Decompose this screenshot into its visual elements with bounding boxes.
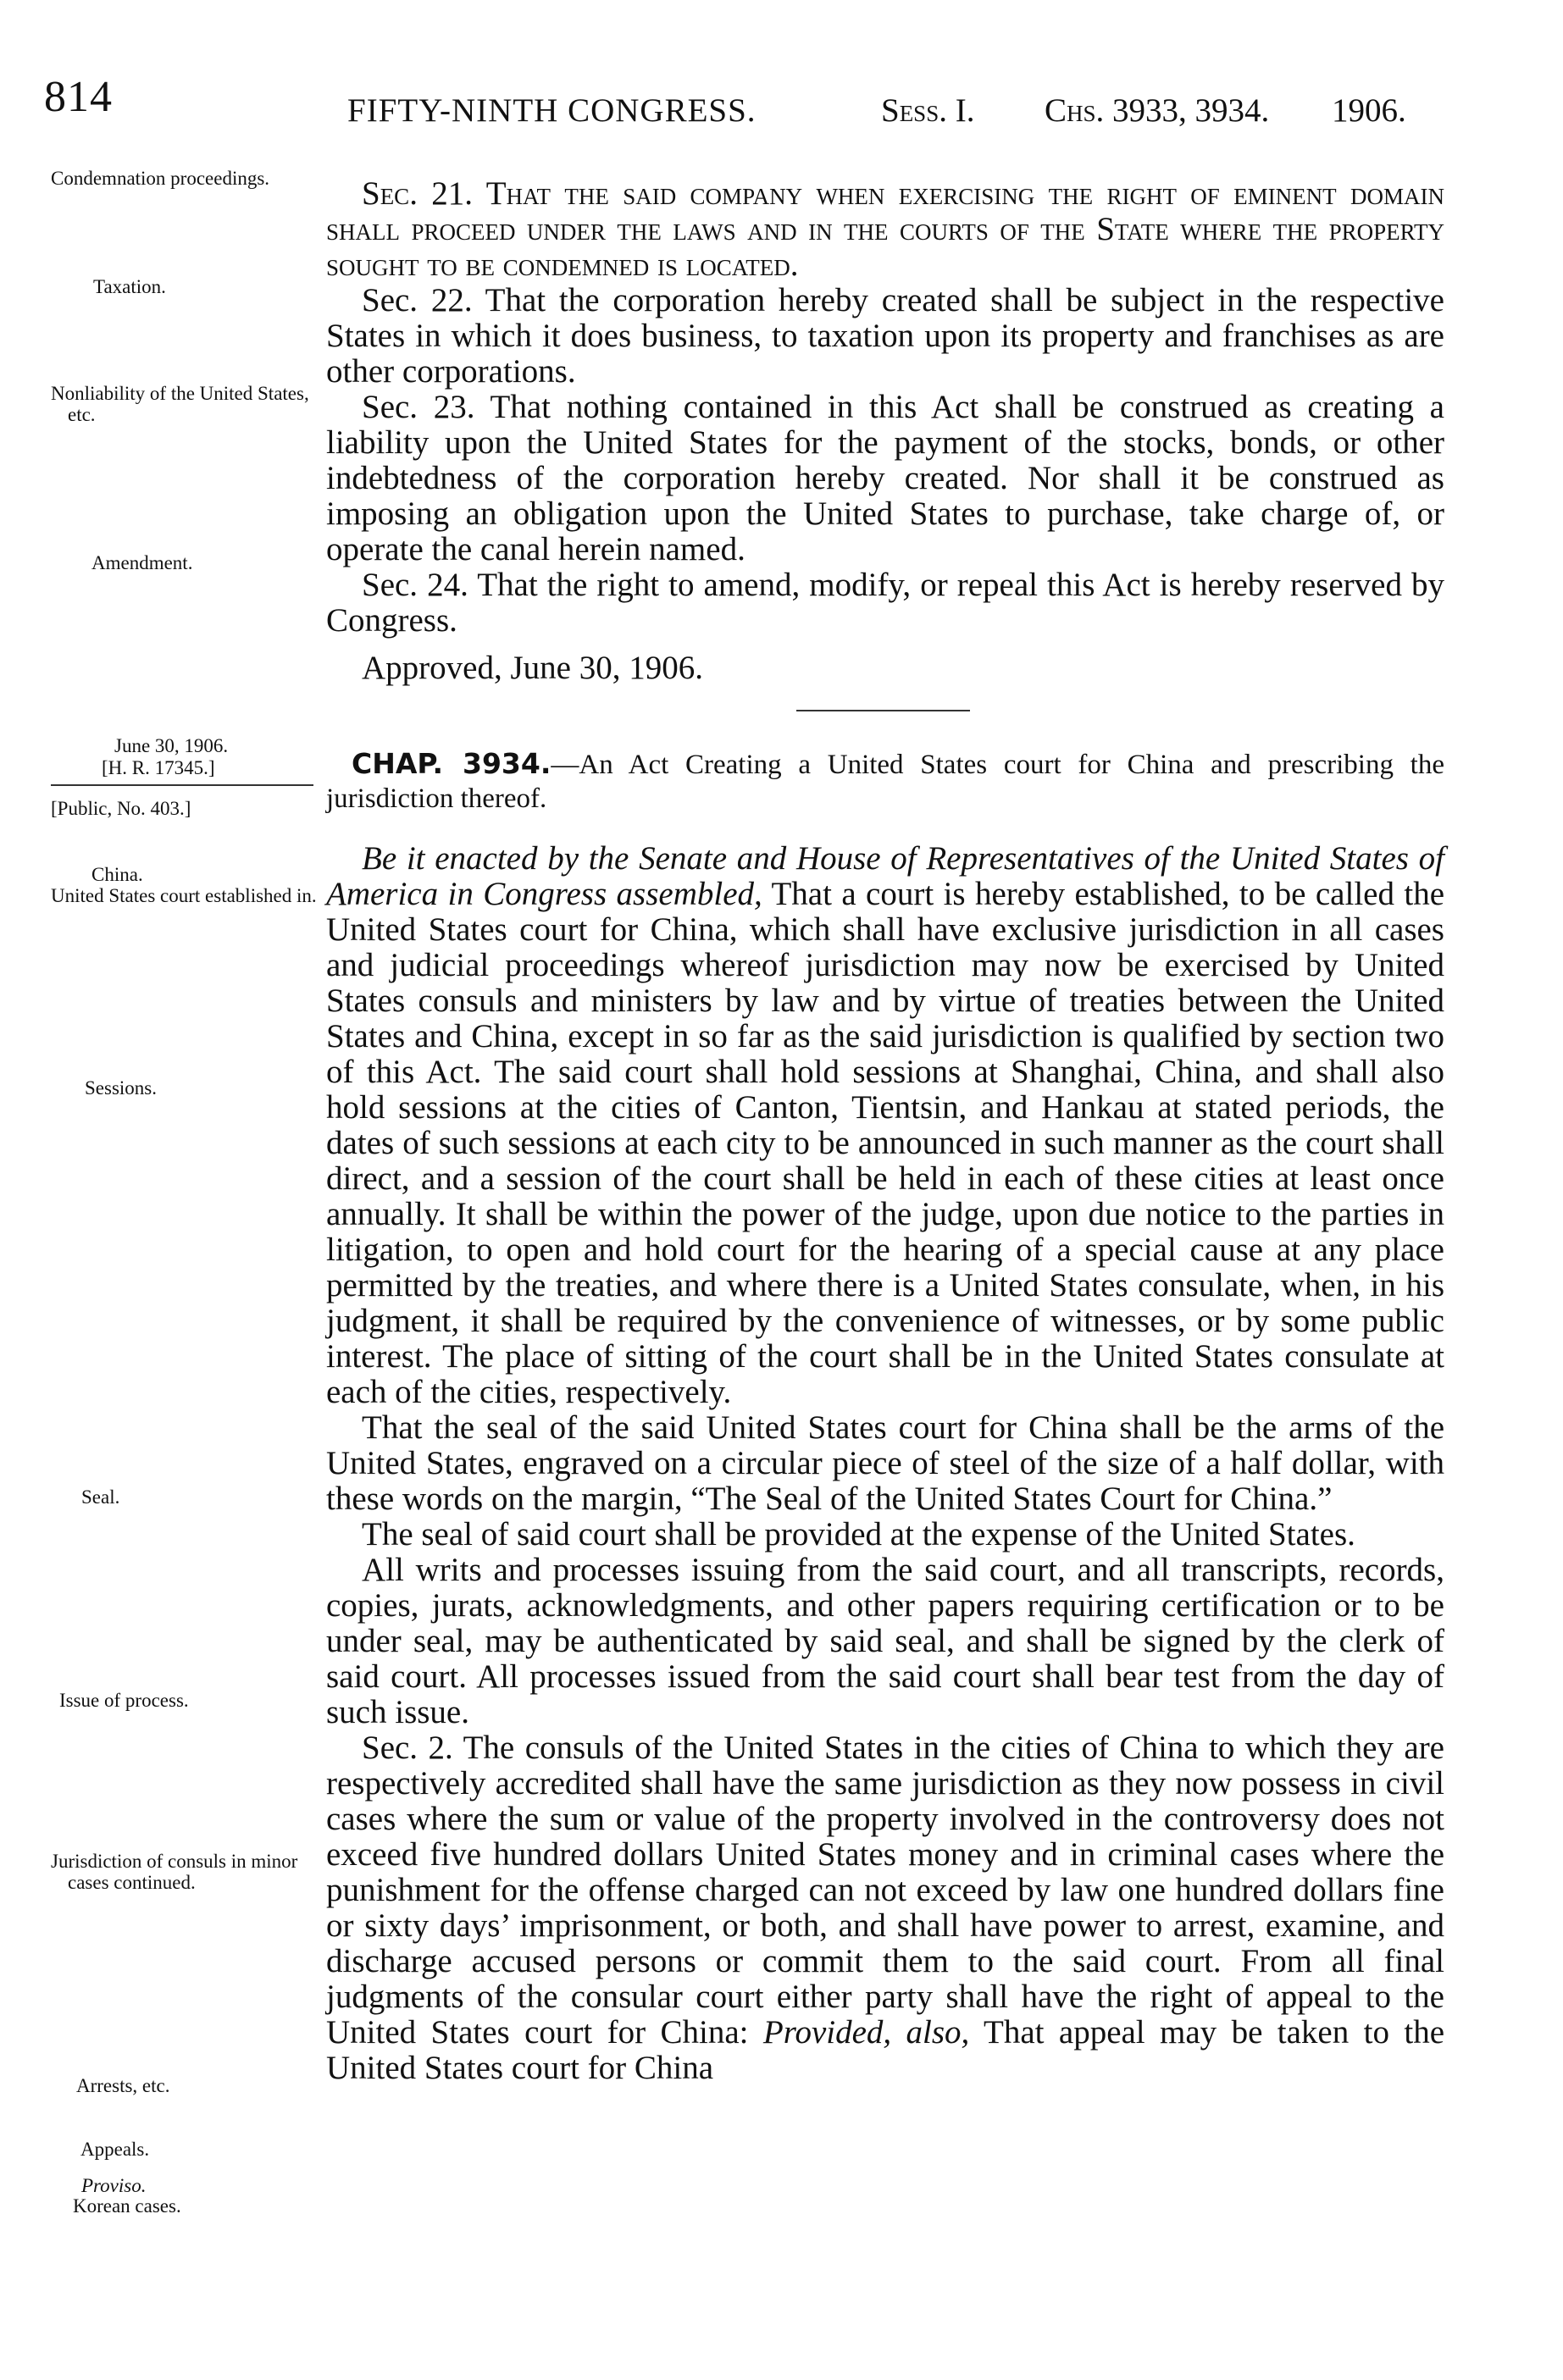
section-24: Sec. 24. That the right to amend, modify, or repeal this Act is hereby reserved by Congress.	[326, 567, 1444, 639]
section-2-text: Sec. 2. The consuls of the United States in the cities of China to which they are respectively accredited shall have the same jurisdiction as they now possess in civil cases where the sum or value of the property involved in the controversy does not exceed five hundred dollars United States money and in criminal cases where the punishment for the offense charged can not exceed by law one hundred dollars fine or sixty days’ imprisonment, or both, and shall have power to arrest, examine, and discharge accused persons or commit them to the said court. From all final judgments of the consular court either party shall have the right of appeal to the United States court for China:	[326, 1730, 1444, 2051]
public-law-number: [Public, No. 403.]	[51, 798, 191, 819]
margin-note-china: China.	[91, 864, 143, 885]
provided-also: Provided, also,	[762, 2014, 970, 2051]
chapter-label: CHAP. 3934.	[352, 747, 551, 780]
running-title: FIFTY-NINTH CONGRESS.	[347, 92, 757, 129]
section-21: Sec. 21. That the said company when exercising the right of eminent domain shall proceed under the laws and in the courts of the State where the property sought to be condemned is located.	[326, 175, 1444, 283]
seal-paragraph: That the seal of the said United States court for China shall be the arms of the United States, engraved on a circular piece of steel of the size of a half dollar, with these words on the margin, “The Seal of the United States Court for China.”	[326, 1409, 1444, 1517]
margin-note-amendment: Amendment.	[91, 552, 193, 573]
court-established-text: That a court is hereby established, to be called the United States court for China, which shall have exclusive jurisdiction in all cases and judicial proceedings whereof jurisdiction may now be exercised by United States consuls and ministers by law and by virtue of treaties between the United States and China, except in so far as the said jurisdiction is qualified by section two of this Act. The said court shall hold sessions at Shanghai, China, and shall also hold sessions at the cities of Canton, Tientsin, and Hankau at stated periods, the dates of such sessions at each city to be announced in such manner as the court shall direct, and a session of the court shall be held in each of these cities at least once annually. It shall be within the power of the judge, upon due notice to the parties in litigation, to open and hold court for the hearing of a special cause at any place permitted by the treaties, and where there is a United States consulate, when, in his judgment, it shall be required by the convenience of witnesses, or by some public interest. The place of sitting of the court shall be in the United States consulate at each of the cities, respectively.	[326, 876, 1445, 1410]
margin-note-arrests: Arrests, etc.	[76, 2075, 170, 2096]
session-label: Sess. I.	[881, 92, 975, 129]
enacting-paragraph	[326, 841, 1444, 1410]
chapter-heading	[326, 747, 1444, 816]
chapter-3934	[326, 747, 1444, 2086]
chapter-title: —An Act Creating a United States court for China and prescribing the jurisdiction thereof.	[326, 750, 1444, 814]
header-year: 1906.	[1332, 92, 1406, 129]
margin-note-jurisdiction-consuls: Jurisdiction of consuls in minor cases continued.	[51, 1851, 298, 1893]
margin-note-seal: Seal.	[81, 1486, 120, 1508]
section-divider	[796, 710, 970, 711]
section-2-paragraph	[326, 1730, 1444, 2086]
act-3933-tail	[326, 176, 1444, 686]
enacting-clause: Be it enacted by the Senate and House of Representatives of the United States of America in Congress assembled,	[326, 840, 1444, 912]
margin-note-issue-process: Issue of process.	[59, 1690, 189, 1711]
bill-box-rule	[51, 784, 313, 786]
bill-number: [H. R. 17345.]	[102, 757, 215, 778]
section-23: Sec. 23. That nothing contained in this Act shall be construed as creating a liability upon the United States for the payment of the stocks, bonds, or other indebtedness of the corporation hereby created. Nor shall it be construed as imposing an obligation upon the United States to purchase, take charge of, or operate the canal herein named.	[326, 389, 1444, 567]
margin-note-proviso: Proviso.	[81, 2175, 147, 2196]
margin-note-taxation: Taxation.	[93, 276, 166, 297]
chapters-label: Chs. 3933, 3934.	[1045, 92, 1270, 129]
margin-note-appeals: Appeals.	[80, 2139, 150, 2160]
margin-note-court-established: United States court established in.	[51, 885, 317, 906]
section-22: Sec. 22. That the corporation hereby created shall be subject in the respective States in which it does business, to taxation upon its property and franchises as are other corporations.	[326, 282, 1444, 390]
margin-note-nonliability: Nonliability of the United States, etc.	[51, 383, 309, 425]
issue-process-paragraph: All writs and processes issuing from the said court, and all transcripts, records, copies, jurats, acknowledgments, and other papers requiring certification or to be under seal, may be authenticated by said seal, and shall be signed by the clerk of said court. All processes issued from the said court shall bear test from the day of such issue.	[326, 1552, 1444, 1730]
section-2-tail: That appeal may be taken to the United States court for China	[326, 2014, 1445, 2086]
page-number: 814	[44, 73, 113, 121]
seal-expense-paragraph: The seal of said court shall be provided at the expense of the United States.	[362, 1516, 1355, 1553]
margin-note-sessions: Sessions.	[85, 1077, 157, 1099]
bill-reference-box	[51, 735, 318, 820]
margin-note-korean: Korean cases.	[73, 2195, 181, 2217]
margin-note-condemnation: Condemnation proceedings.	[51, 168, 270, 189]
approved-line: Approved, June 30, 1906.	[362, 650, 703, 686]
act-date: June 30, 1906.	[114, 735, 229, 756]
